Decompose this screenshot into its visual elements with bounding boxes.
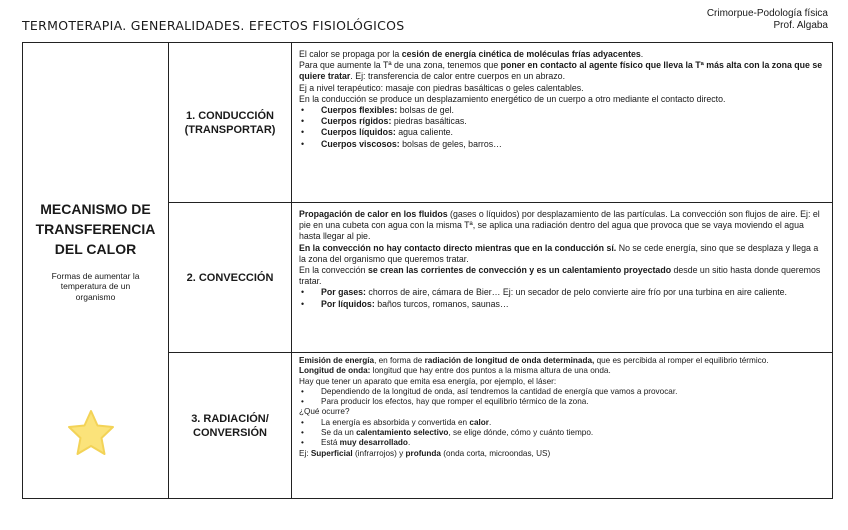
paragraph: Para que aumente la Tª de una zona, tenemos que poner en contacto al agente físico que lleva la Tª más alta con la zona que se quiere tratar. Ej: transferencia de calor entre cuerpos en un abrazo. <box>299 60 823 82</box>
description-conveccion <box>292 203 833 353</box>
paragraph: El calor se propaga por la cesión de energía cinética de moléculas frías adyacentes. <box>299 49 644 59</box>
mechanism-radiacion <box>169 353 292 499</box>
list-item: • Cuerpos rígidos: piedras basálticas. <box>299 116 826 127</box>
paragraph: Hay que tener un aparato que emita esa energía, por ejemplo, el láser: <box>299 376 557 386</box>
author-course: Crimorpue-Podología física <box>706 8 828 19</box>
paragraph: ¿Qué ocurre? <box>299 407 350 417</box>
mechanism-conveccion <box>169 203 292 353</box>
paragraph: Ej: Superficial (infrarrojos) y profunda (onda corta, microondas, US) <box>299 448 551 458</box>
mechanism-conduccion <box>169 43 292 203</box>
heading-subtext: Formas de aumentar la temperatura de un organismo <box>51 270 140 302</box>
paragraph: En la conducción se produce un desplazamiento energético de un cuerpo a otro mediante el contacto directo. <box>299 93 726 104</box>
bullet-list <box>299 105 826 150</box>
paragraph: Ej a nivel terapéutico: masaje con piedras basálticas o geles calentables. <box>299 82 584 93</box>
list-item: • Está muy desarrollado. <box>299 438 826 448</box>
row-conduccion <box>23 43 833 203</box>
heat-transfer-table <box>22 42 833 499</box>
document-title: TERMOTERAPIA. GENERALIDADES. EFECTOS FISIOLÓGICOS <box>22 18 405 33</box>
list-item: • Cuerpos viscosos: bolsas de geles, barros… <box>299 139 826 150</box>
bullet-list <box>299 387 826 408</box>
heading-line: TRANSFERENCIA <box>35 220 156 237</box>
author-block <box>707 8 828 32</box>
list-item: • Para producir los efectos, hay que romper el equilibrio térmico de la zona. <box>299 397 826 407</box>
author-professor: Prof. Algaba <box>773 20 828 31</box>
paragraph: Emisión de energía, en forma de radiación de longitud de onda determinada, que es percibida al romper el equilibrio térmico. <box>299 356 769 365</box>
list-item: • Cuerpos flexibles: bolsas de gel. <box>299 105 826 116</box>
list-item: • La energía es absorbida y convertida en calor. <box>299 418 826 428</box>
paragraph: Propagación de calor en los fluidos (gases o líquidos) por desplazamiento de las partículas. La convección son flujos de aire. Ej: el pie en una cubeta con agua con la misma Tª, se aplica una radiación dentro del agua que provoca que se vaya moviendo el agua hasta llegar al pie. <box>299 209 820 242</box>
main-heading <box>23 199 168 259</box>
list-item: • Cuerpos líquidos: agua caliente. <box>299 127 826 138</box>
star-icon <box>65 408 117 458</box>
description-conduccion <box>292 43 833 203</box>
list-item: • Por líquidos: baños turcos, romanos, saunas… <box>299 299 826 310</box>
heading-line: DEL CALOR <box>54 240 137 257</box>
paragraph: Longitud de onda: longitud que hay entre dos puntos a la misma altura de una onda. <box>299 366 611 376</box>
list-item: • Por gases: chorros de aire, cámara de Bier… Ej: un secador de pelo convierte aire frío por una turbina en aire caliente. <box>299 287 826 298</box>
paragraph: En la convección no hay contacto directo mientras que en la conducción sí. No se cede energía, sino que se desplaza y llega a la zona del organismo que queremos tratar. <box>299 242 819 264</box>
mechanism-label: 3. RADIACIÓN/ <box>191 412 269 425</box>
mechanism-summary-cell <box>23 43 169 499</box>
mechanism-sublabel: CONVERSIÓN <box>193 426 267 439</box>
mechanism-sublabel: (TRANSPORTAR) <box>184 123 276 136</box>
description-radiacion <box>292 353 833 499</box>
bullet-list <box>299 287 826 309</box>
heading-line: MECANISMO DE <box>40 200 151 217</box>
paragraph: En la convección se crean las corrientes de convección y es un calentamiento proyectado desde un sitio hasta donde queremos tratar. <box>299 265 821 287</box>
mechanism-label: 1. CONDUCCIÓN <box>185 109 274 122</box>
list-item: • Dependiendo de la longitud de onda, así tendremos la cantidad de energía que vamos a provocar. <box>299 387 826 397</box>
mechanism-label: 2. CONVECCIÓN <box>186 271 274 284</box>
bullet-list <box>299 418 826 449</box>
list-item: • Se da un calentamiento selectivo, se elige dónde, cómo y cuánto tiempo. <box>299 428 826 438</box>
